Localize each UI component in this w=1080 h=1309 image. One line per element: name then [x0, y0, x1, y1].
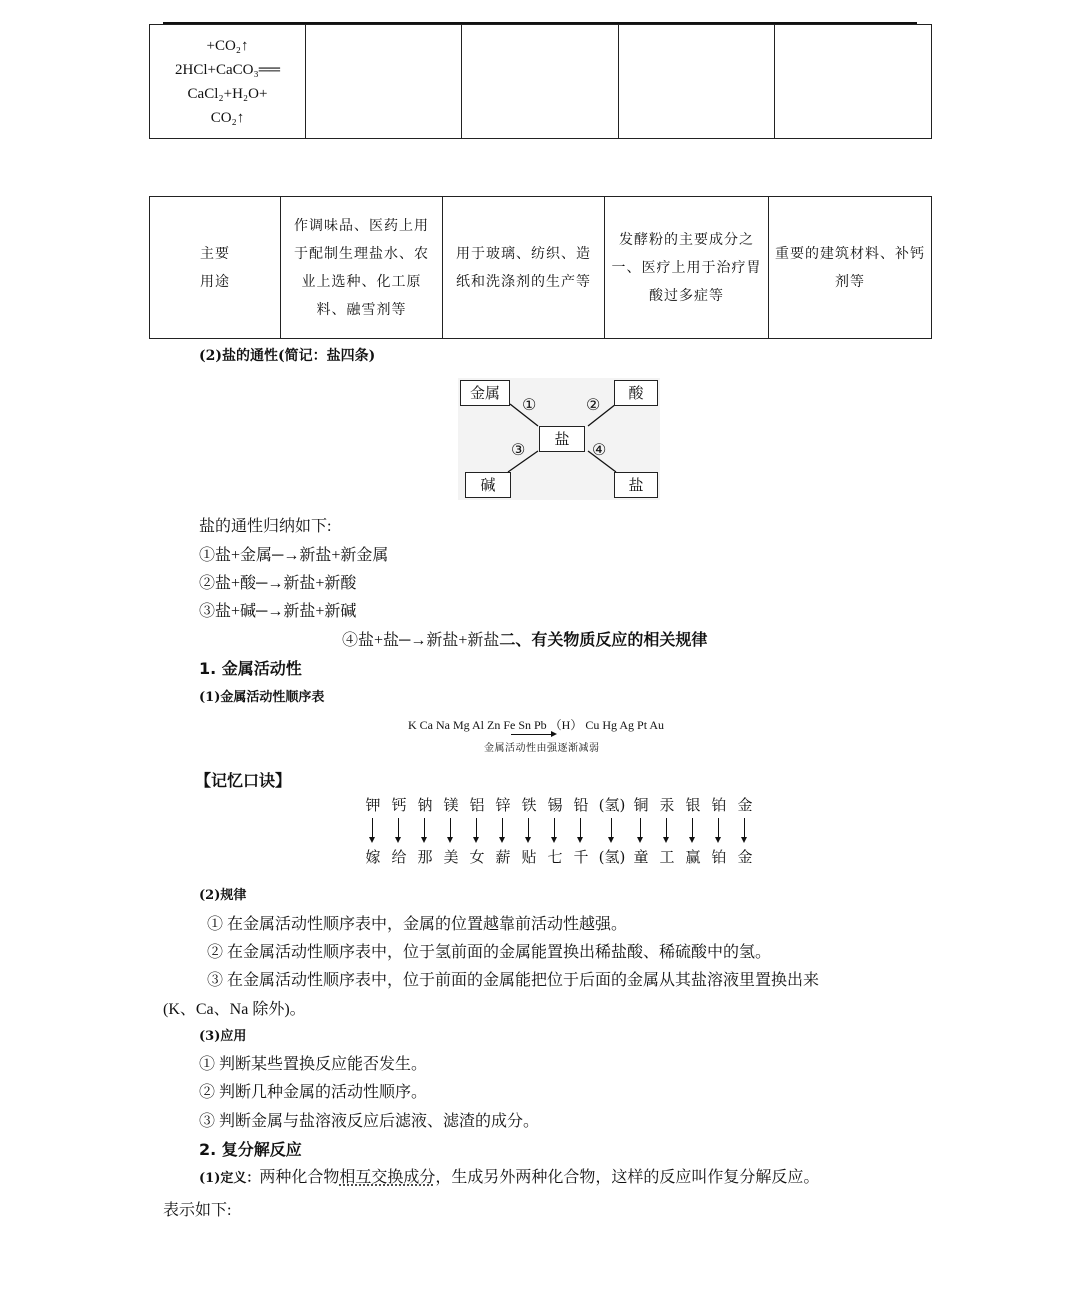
base-box: 碱 — [465, 472, 511, 498]
applications-heading: (3)应用 — [199, 1029, 247, 1044]
mnemonic-top: 锡 — [547, 796, 563, 814]
reaction-line: +CO₂↑ — [206, 37, 249, 54]
salt-center-box: 盐 — [539, 426, 585, 452]
mnemonic-bottom: 给 — [391, 848, 407, 866]
application-item: ② 判断几种金属的活动性顺序。 — [199, 1084, 428, 1101]
uses-cell: 发酵粉的主要成分之一、医疗上用于治疗胃酸过多症等 — [605, 197, 769, 339]
mnemonic-bottom: 赢 — [685, 848, 701, 866]
mnemonic-top: 钠 — [417, 796, 433, 814]
down-arrow-icon — [490, 816, 516, 844]
mnemonic-bottom: 嫁 — [365, 848, 381, 866]
rule-item: ① 在金属活动性顺序表中，金属的位置越靠前活动性越强。 — [207, 916, 628, 933]
empty-cell — [775, 25, 932, 139]
decrease-arrow-icon — [511, 734, 555, 735]
uses-cell: 作调味品、医药上用于配制生理盐水、农业上选种、化工原料、融雪剂等 — [281, 197, 443, 339]
mnemonic-top: (氢) — [598, 796, 626, 814]
reaction-table — [149, 24, 932, 139]
mnemonic-bottom: 铂 — [711, 848, 727, 866]
label-1: ① — [522, 395, 537, 414]
mnemonic-bottom: 千 — [573, 848, 589, 866]
down-arrow-icon — [464, 816, 490, 844]
mnemonic-grid — [360, 794, 760, 874]
mnemonic-bottom: 女 — [469, 848, 485, 866]
definition-post: ，生成另外两种化合物，这样的反应叫作复分解反应。 — [435, 1169, 820, 1186]
salt-props-heading: (2)盐的通性(简记：盐四条) — [199, 348, 376, 364]
salt-summary-item: ①盐+金属─→新盐+新金属 — [199, 547, 389, 564]
mnemonic-top: 钙 — [391, 796, 407, 814]
mnemonic-bottom: 贴 — [521, 848, 537, 866]
mnemonic-bottom: 工 — [659, 848, 675, 866]
uses-cell: 用于玻璃、纺织、造纸和洗涤剂的生产等 — [443, 197, 605, 339]
mnemonic-top: 汞 — [659, 796, 675, 814]
down-arrow-icon — [628, 816, 654, 844]
down-arrow-icon — [732, 816, 758, 844]
reaction-line: CaCl₂+H₂O+ — [187, 85, 268, 102]
down-arrow-icon — [680, 816, 706, 844]
section-2-title: 二、有关物质反应的相关规律 — [499, 630, 708, 649]
down-arrow-icon — [706, 816, 732, 844]
activity-note: 金属活动性由强逐渐减弱 — [484, 743, 600, 754]
mnemonic-top: 银 — [685, 796, 701, 814]
mnemonic-top: 铅 — [573, 796, 589, 814]
down-arrow-icon — [360, 816, 386, 844]
mnemonic-top: 铝 — [469, 796, 485, 814]
mnemonic-bottom: 七 — [547, 848, 563, 866]
empty-cell — [619, 25, 775, 139]
mnemonic-top: 镁 — [443, 796, 459, 814]
application-item: ① 判断某些置换反应能否发生。 — [199, 1056, 428, 1073]
mnemonic-bottom: 那 — [417, 848, 433, 866]
uses-table — [149, 196, 932, 339]
salt-summary-item: ②盐+酸─→新盐+新酸 — [199, 575, 357, 592]
salt-summary-intro: 盐的通性归纳如下: — [199, 518, 332, 535]
salt-box: 盐 — [614, 472, 658, 498]
row-label-main-uses: 主要 用途 — [150, 197, 281, 339]
mnemonic-top: 锌 — [495, 796, 511, 814]
reaction-line: CO₂↑ — [210, 109, 245, 126]
mnemonic-bottom: 金 — [737, 848, 753, 866]
down-arrow-icon — [412, 816, 438, 844]
metal-activity-title: 1. 金属活动性 — [199, 659, 302, 678]
empty-cell — [306, 25, 462, 139]
definition-pre: 两种化合物 — [259, 1169, 340, 1186]
acid-box: 酸 — [614, 380, 658, 406]
definition-continuation: 表示如下: — [163, 1202, 232, 1219]
rule-item: ③ 在金属活动性顺序表中，位于前面的金属能把位于后面的金属从其盐溶液里置换出来 — [207, 972, 820, 989]
activity-table-heading: (1)金属活动性顺序表 — [199, 690, 325, 705]
mnemonic-top: 铁 — [521, 796, 537, 814]
reaction-cell — [150, 25, 306, 139]
mnemonic-top: 铂 — [711, 796, 727, 814]
uses-cell: 重要的建筑材料、补钙剂等 — [769, 197, 932, 339]
down-arrow-icon — [542, 816, 568, 844]
double-decomposition-title: 2. 复分解反应 — [199, 1140, 302, 1159]
mnemonic-title: 【记忆口诀】 — [195, 771, 292, 790]
down-arrow-icon — [599, 816, 625, 844]
mnemonic-top: 钾 — [365, 796, 381, 814]
metal-box: 金属 — [460, 380, 510, 406]
label-3: ③ — [511, 440, 526, 459]
down-arrow-icon — [654, 816, 680, 844]
application-item: ③ 判断金属与盐溶液反应后滤液、滤渣的成分。 — [199, 1113, 540, 1130]
rule-item: ② 在金属活动性顺序表中，位于氢前面的金属能置换出稀盐酸、稀硫酸中的氢。 — [207, 944, 772, 961]
mnemonic-bottom: 童 — [633, 848, 649, 866]
mnemonic-bottom: (氢) — [598, 848, 626, 866]
down-arrow-icon — [516, 816, 542, 844]
empty-cell — [462, 25, 619, 139]
definition-line — [199, 1164, 819, 1187]
mnemonic-top: 铜 — [633, 796, 649, 814]
salt-summary-item: ④盐+盐─→新盐+新盐 — [342, 632, 500, 649]
down-arrow-icon — [386, 816, 412, 844]
label-2: ② — [586, 395, 601, 414]
salt-reaction-diagram — [458, 378, 660, 500]
down-arrow-icon — [568, 816, 594, 844]
mnemonic-top: 金 — [737, 796, 753, 814]
rule-continuation: (K、Ca、Na 除外)。 — [163, 1001, 306, 1018]
metal-activity-sequence: K Ca Na Mg Al Zn Fe Sn Pb （H） Cu Hg Ag Pt Au — [408, 718, 665, 732]
rules-heading: (2)规律 — [199, 888, 247, 903]
salt-summary-item: ③盐+碱─→新盐+新碱 — [199, 603, 357, 620]
definition-label: (1)定义： — [199, 1171, 260, 1186]
reaction-line: 2HCl+CaCO₃══ — [175, 61, 280, 78]
definition-emphasis: 相互交换成分 — [339, 1169, 436, 1186]
mnemonic-bottom: 美 — [443, 848, 459, 866]
down-arrow-icon — [438, 816, 464, 844]
mnemonic-bottom: 薪 — [495, 848, 511, 866]
label-4: ④ — [592, 440, 607, 459]
item4-with-section — [342, 627, 707, 650]
